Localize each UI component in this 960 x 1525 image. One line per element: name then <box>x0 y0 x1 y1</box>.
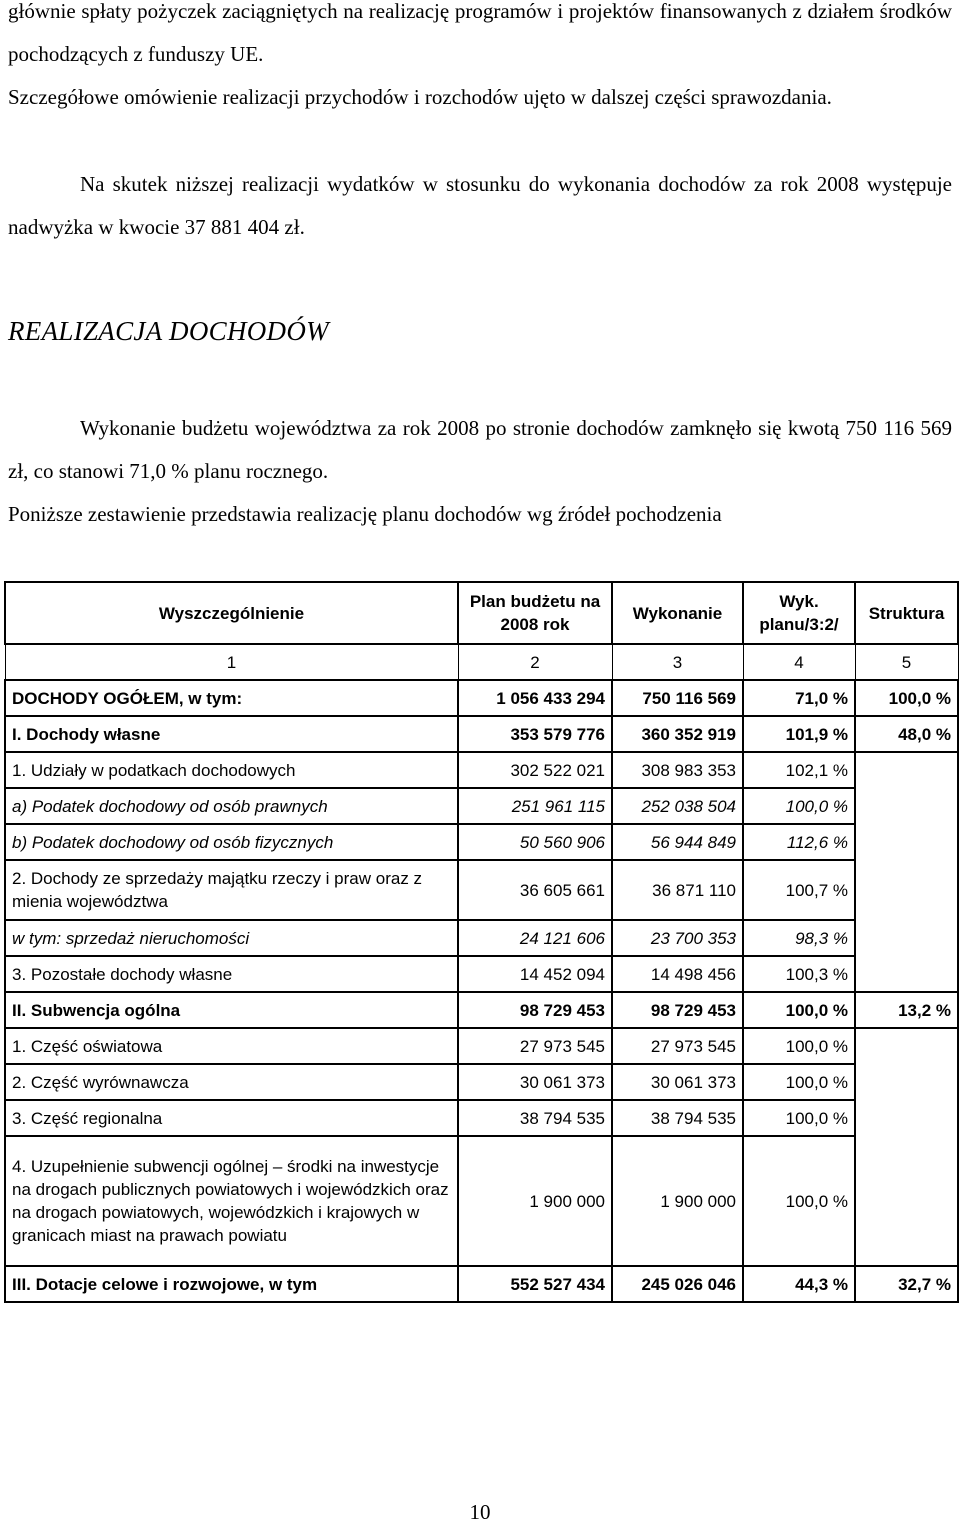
table-row <box>5 716 958 752</box>
table-row <box>5 1064 958 1100</box>
row-plan: 38 794 535 <box>458 1100 612 1136</box>
intro-paragraph-2 <box>8 76 952 119</box>
table-row <box>5 680 958 716</box>
row-label: III. Dotacje celowe i rozwojowe, w tym <box>5 1266 458 1302</box>
row-exec: 1 900 000 <box>612 1136 743 1266</box>
row-exec: 14 498 456 <box>612 956 743 992</box>
table-row <box>5 1266 958 1302</box>
row-label: DOCHODY OGÓŁEM, w tym: <box>5 680 458 716</box>
row-plan: 353 579 776 <box>458 716 612 752</box>
row-label: 1. Część oświatowa <box>5 1028 458 1064</box>
row-label: 3. Część regionalna <box>5 1100 458 1136</box>
section-paragraph-1-text: Wykonanie budżetu województwa za rok 2008 po stronie dochodów zamknęło się kwotą 750 116 569 zł, co stanowi 71,0 % planu rocznego. <box>8 416 952 483</box>
row-exec: 360 352 919 <box>612 716 743 752</box>
row-pct: 100,0 % <box>743 992 855 1028</box>
header-plan: Plan budżetu na 2008 rok <box>458 582 612 644</box>
row-label: w tym: sprzedaż nieruchomości <box>5 920 458 956</box>
row-plan: 27 973 545 <box>458 1028 612 1064</box>
table-row <box>5 992 958 1028</box>
row-label: 4. Uzupełnienie subwencji ogólnej – środki na inwestycje na drogach publicznych powiatowych i wojewódzkich oraz na drogach powiatowych, wojewódzkich i krajowych w granicach miast na prawach powiatu <box>5 1136 458 1266</box>
table-row <box>5 1136 958 1266</box>
row-pct: 71,0 % <box>743 680 855 716</box>
row-plan: 30 061 373 <box>458 1064 612 1100</box>
row-pct: 100,0 % <box>743 788 855 824</box>
row-label: 2. Część wyrównawcza <box>5 1064 458 1100</box>
row-label: 1. Udziały w podatkach dochodowych <box>5 752 458 788</box>
row-pct: 100,0 % <box>743 1100 855 1136</box>
row-pct: 112,6 % <box>743 824 855 860</box>
row-label: II. Subwencja ogólna <box>5 992 458 1028</box>
row-plan: 1 900 000 <box>458 1136 612 1266</box>
row-label: I. Dochody własne <box>5 716 458 752</box>
table-row <box>5 920 958 956</box>
page-number: 10 <box>469 1500 491 1524</box>
index-cell: 3 <box>612 644 743 680</box>
header-structure: Struktura <box>855 582 958 644</box>
intro-paragraph-3 <box>8 163 952 249</box>
row-plan: 14 452 094 <box>458 956 612 992</box>
row-exec: 308 983 353 <box>612 752 743 788</box>
row-plan: 98 729 453 <box>458 992 612 1028</box>
section-paragraph-2 <box>8 493 952 536</box>
row-exec: 38 794 535 <box>612 1100 743 1136</box>
header-percent: Wyk. planu/3:2/ <box>743 582 855 644</box>
table-row <box>5 788 958 824</box>
row-plan: 1 056 433 294 <box>458 680 612 716</box>
row-exec: 98 729 453 <box>612 992 743 1028</box>
row-plan: 302 522 021 <box>458 752 612 788</box>
index-cell: 4 <box>743 644 855 680</box>
row-exec: 56 944 849 <box>612 824 743 860</box>
table-header-row <box>5 582 958 644</box>
row-exec: 245 026 046 <box>612 1266 743 1302</box>
row-plan: 552 527 434 <box>458 1266 612 1302</box>
row-pct: 100,0 % <box>743 1028 855 1064</box>
row-pct: 102,1 % <box>743 752 855 788</box>
section-paragraph-1 <box>8 407 952 493</box>
row-label: a) Podatek dochodowy od osób prawnych <box>5 788 458 824</box>
table-row <box>5 1028 958 1064</box>
table-row <box>5 860 958 920</box>
row-exec: 27 973 545 <box>612 1028 743 1064</box>
row-plan: 251 961 115 <box>458 788 612 824</box>
row-exec: 30 061 373 <box>612 1064 743 1100</box>
income-table <box>4 581 959 1303</box>
row-label: b) Podatek dochodowy od osób fizycznych <box>5 824 458 860</box>
section-heading: REALIZACJA DOCHODÓW <box>8 316 329 346</box>
row-struct: 48,0 % <box>855 716 958 752</box>
row-pct: 100,3 % <box>743 956 855 992</box>
intro-paragraph-2-text: Szczegółowe omówienie realizacji przychodów i rozchodów ujęto w dalszej części sprawozdania. <box>8 85 832 109</box>
row-label: 2. Dochody ze sprzedaży majątku rzeczy i praw oraz z mienia województwa <box>5 860 458 920</box>
intro-paragraph-1: głównie spłaty pożyczek zaciągniętych na realizację programów i projektów finansowanych z działem środków pochodzących z funduszy UE. <box>8 0 952 66</box>
row-struct: 100,0 % <box>855 680 958 716</box>
row-struct: 13,2 % <box>855 992 958 1028</box>
header-description: Wyszczególnienie <box>5 582 458 644</box>
row-exec: 23 700 353 <box>612 920 743 956</box>
structure-empty-cell <box>855 1028 958 1266</box>
row-pct: 100,7 % <box>743 860 855 920</box>
row-pct: 101,9 % <box>743 716 855 752</box>
index-cell: 2 <box>458 644 612 680</box>
table-row <box>5 752 958 788</box>
section-paragraph-2-text: Poniższe zestawienie przedstawia realizację planu dochodów wg źródeł pochodzenia <box>8 502 722 526</box>
row-plan: 36 605 661 <box>458 860 612 920</box>
row-exec: 750 116 569 <box>612 680 743 716</box>
row-exec: 252 038 504 <box>612 788 743 824</box>
row-label: 3. Pozostałe dochody własne <box>5 956 458 992</box>
row-plan: 24 121 606 <box>458 920 612 956</box>
index-cell: 1 <box>5 644 458 680</box>
index-cell: 5 <box>855 644 958 680</box>
row-struct: 32,7 % <box>855 1266 958 1302</box>
intro-paragraph-3-text: Na skutek niższej realizacji wydatków w stosunku do wykonania dochodów za rok 2008 występuje nadwyżka w kwocie 37 881 404 zł. <box>8 172 952 239</box>
table-row <box>5 956 958 992</box>
row-pct: 44,3 % <box>743 1266 855 1302</box>
row-pct: 100,0 % <box>743 1136 855 1266</box>
structure-empty-cell <box>855 752 958 992</box>
table-index-row <box>5 644 958 680</box>
row-plan: 50 560 906 <box>458 824 612 860</box>
table-row <box>5 1100 958 1136</box>
row-pct: 100,0 % <box>743 1064 855 1100</box>
table-row <box>5 824 958 860</box>
header-execution: Wykonanie <box>612 582 743 644</box>
row-exec: 36 871 110 <box>612 860 743 920</box>
row-pct: 98,3 % <box>743 920 855 956</box>
